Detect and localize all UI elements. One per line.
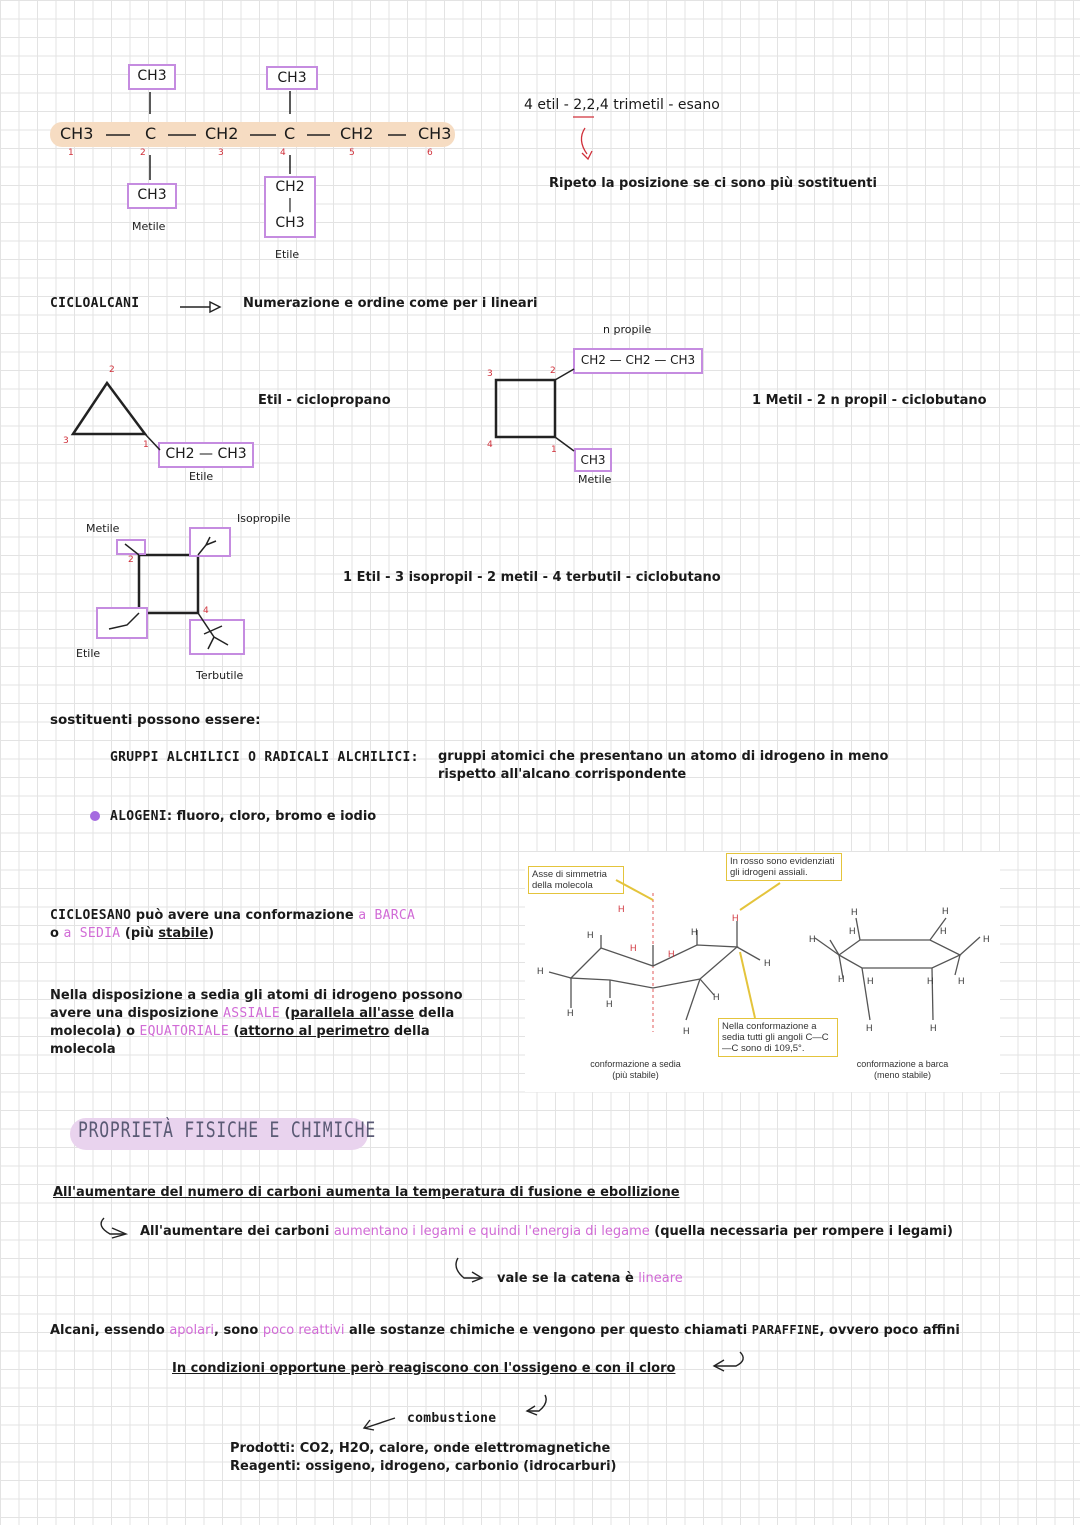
tri-substituent: CH2 — CH3: [158, 442, 254, 468]
svg-text:H: H: [691, 927, 698, 937]
cyclopropane-bond: [145, 434, 160, 450]
sq2-label-isopropile: Isopropile: [237, 512, 291, 525]
legami-highlight: aumentano i legami e quindi l'energia di legame: [333, 1224, 650, 1239]
barca-term: a BARCA: [358, 908, 416, 923]
chain-atom-4: C: [284, 124, 296, 143]
name-1: 4 etil - 2,2,4 trimetil - esano: [524, 97, 720, 113]
figure-asse-callout: Asse di simmetria della molecola: [528, 866, 624, 894]
sedia-term: a SEDIA: [63, 926, 121, 941]
svg-text:H: H: [683, 1026, 690, 1036]
tri-number-3: 3: [63, 436, 69, 446]
callout-pointers: [616, 880, 780, 1018]
chain-atom-3: CH2: [205, 124, 239, 143]
proprieta-line-1: All'aumentare del numero di carboni aumenta la temperatura di fusione e ebollizione: [53, 1185, 680, 1200]
sedia-line-4: molecola: [50, 1042, 116, 1057]
proprieta-line-5: In condizioni opportune però reagiscono con l'ossigeno e con il cloro: [172, 1361, 676, 1376]
chain-number-5: 5: [349, 148, 355, 158]
cyclobutane-ring-1: [496, 380, 555, 437]
sedia-line-2: avere una disposizione ASSIALE (parallela all'asse della: [50, 1006, 455, 1021]
sedia-line-1: Nella disposizione a sedia gli atomi di idrogeno possono: [50, 988, 463, 1003]
svg-text:H: H: [668, 949, 675, 959]
proprieta-title: PROPRIETÀ FISICHE E CHIMICHE: [78, 1118, 376, 1142]
alogeni-text: : fluoro, cloro, bromo e iodio: [166, 809, 377, 824]
combustione-label: combustione: [407, 1411, 497, 1426]
chain-number-6: 6: [427, 148, 433, 158]
sq2-name: 1 Etil - 3 isopropil - 2 metil - 4 terbutil - ciclobutano: [343, 570, 721, 585]
paraffine-term: PARAFFINE: [751, 1323, 820, 1337]
svg-text:H: H: [851, 907, 858, 917]
tri-number-1: 1: [143, 440, 149, 450]
cicloesano-text-1: può avere una conformazione: [131, 908, 359, 923]
apolari-word: apolari: [169, 1323, 215, 1338]
sq1-number-3: 3: [487, 369, 493, 379]
alogeni-heading: ALOGENI: [110, 809, 167, 824]
svg-text:H: H: [606, 999, 613, 1009]
ethyl-ch3: CH3: [275, 215, 305, 231]
prodotti-line: Prodotti: CO2, H2O, calore, onde elettromagnetiche: [230, 1441, 611, 1456]
cicloesano-text-2: o: [50, 926, 64, 941]
chain-atom-6: CH3: [418, 124, 452, 143]
chain-number-2: 2: [140, 148, 146, 158]
figure-h-atoms: [537, 906, 990, 1036]
cicloesano-text-4: ): [208, 926, 215, 941]
cyclopropane-ring: [73, 383, 145, 434]
sq1-top-label: n propile: [603, 323, 652, 336]
sq2-boxes: [97, 528, 244, 654]
chain-atom-2: C: [145, 124, 157, 143]
svg-text:H: H: [942, 906, 949, 916]
assiale-term: ASSIALE: [223, 1006, 280, 1021]
figure-h-axial: [618, 904, 739, 959]
proprieta-line-3: vale se la catena è lineare: [497, 1271, 683, 1286]
sq1-number-1: 1: [551, 445, 557, 455]
svg-text:H: H: [958, 976, 965, 986]
sostituenti-intro: sostituenti possono essere:: [50, 712, 261, 728]
label-metile: Metile: [132, 220, 166, 233]
proprieta-line-4: Alcani, essendo apolari, sono poco reattivi alle sostanze chimiche e vengono per questo chiamati PARAFFINE, ovvero poco affini: [50, 1323, 960, 1338]
chair-skeleton: [549, 921, 760, 1020]
stabile-word: stabile: [158, 926, 209, 941]
boat-skeleton: [815, 918, 980, 1020]
sq1-number-2: 2: [550, 366, 556, 376]
tri-name: Etil - ciclopropano: [258, 393, 391, 408]
chain-number-1: 1: [68, 148, 74, 158]
ethyl-bond: |: [287, 197, 293, 213]
svg-text:H: H: [630, 943, 637, 953]
proprieta-line-2: All'aumentare dei carboni aumentano i legami e quindi l'energia di legame (quella necessaria per rompere i legami): [140, 1224, 953, 1239]
cyclobutane-ring-2: [139, 555, 198, 613]
ethyl-ch2: CH2: [275, 179, 305, 195]
sq1-name: 1 Metil - 2 n propil - ciclobutano: [752, 393, 987, 408]
svg-text:H: H: [809, 934, 816, 944]
arrow-name-1: [573, 117, 594, 159]
svg-text:H: H: [764, 958, 771, 968]
sq1-bond-top: [555, 369, 574, 380]
svg-text:H: H: [567, 1008, 574, 1018]
reagenti-line: Reagenti: ossigeno, idrogeno, carbonio (idrocarburi): [230, 1459, 617, 1474]
cicloalcani-note: Numerazione e ordine come per i lineari: [243, 296, 538, 311]
cicloesano-term: CICLOESANO: [50, 908, 132, 923]
chain-number-4: 4: [280, 148, 286, 158]
sedia-line-3: molecola) o EQUATORIALE (attorno al perimetro della: [50, 1024, 430, 1039]
svg-text:H: H: [930, 1023, 937, 1033]
svg-text:H: H: [618, 904, 625, 914]
svg-text:H: H: [732, 913, 739, 923]
sq2-label-terbutile: Terbutile: [196, 669, 244, 682]
svg-text:H: H: [866, 1023, 873, 1033]
chain-atom-1: CH3: [60, 124, 94, 143]
svg-text:H: H: [537, 966, 544, 976]
svg-text:H: H: [940, 926, 947, 936]
chain-bonds: [106, 91, 406, 180]
tri-number-2: 2: [109, 365, 115, 375]
figure-rosso-callout: In rosso sono evidenziati gli idrogeni assiali.: [726, 853, 842, 881]
equatoriale-term: EQUATORIALE: [139, 1024, 229, 1039]
cicloalcani-heading: CICLOALCANI: [50, 296, 140, 311]
sq1-bottom-label: Metile: [578, 473, 612, 486]
sq1-bottom-substituent: CH3: [574, 448, 612, 472]
sq2-label-etile: Etile: [76, 647, 101, 660]
sedia-caption: conformazione a sedia (più stabile): [590, 1059, 681, 1080]
chain-atom-5: CH2: [340, 124, 374, 143]
arrow-cicloalcani: [180, 302, 220, 312]
poco-reattivi-word: poco reattivi: [262, 1323, 345, 1338]
substituent-top-c2: CH3: [128, 64, 176, 90]
substituent-bottom-c2: CH3: [127, 183, 177, 209]
alchilici-text-1: gruppi atomici che presentano un atomo di idrogeno in meno: [438, 749, 889, 764]
note-1: Ripeto la posizione se ci sono più sostituenti: [549, 176, 877, 191]
barca-caption: conformazione a barca (meno stabile): [856, 1059, 949, 1080]
cicloesano-text-3: (più: [120, 926, 159, 941]
substituent-top-c4: CH3: [266, 66, 318, 90]
svg-text:H: H: [927, 976, 934, 986]
alchilici-heading: GRUPPI ALCHILICI O RADICALI ALCHILICI:: [110, 750, 419, 765]
svg-text:H: H: [983, 934, 990, 944]
label-etile: Etile: [275, 248, 300, 261]
chain-number-3: 3: [218, 148, 224, 158]
lineare-word: lineare: [638, 1271, 683, 1286]
tri-substituent-label: Etile: [189, 470, 214, 483]
alchilici-text-2: rispetto all'alcano corrispondente: [438, 767, 687, 782]
sq1-bond-bottom: [555, 437, 574, 451]
svg-text:H: H: [587, 930, 594, 940]
svg-text:H: H: [713, 992, 720, 1002]
svg-text:H: H: [849, 926, 856, 936]
sq1-number-4: 4: [487, 440, 493, 450]
sq2-number-4: 4: [203, 606, 209, 616]
sq2-number-2: 2: [128, 555, 134, 565]
hand-arrows: [101, 1218, 743, 1430]
svg-text:H: H: [867, 976, 874, 986]
sq1-top-substituent: CH2 — CH2 — CH3: [573, 348, 703, 374]
figure-angoli-callout: Nella conformazione a sedia tutti gli angoli C—C—C sono di 109,5°.: [718, 1018, 838, 1057]
svg-text:H: H: [838, 974, 845, 984]
sq2-label-metile: Metile: [86, 522, 120, 535]
